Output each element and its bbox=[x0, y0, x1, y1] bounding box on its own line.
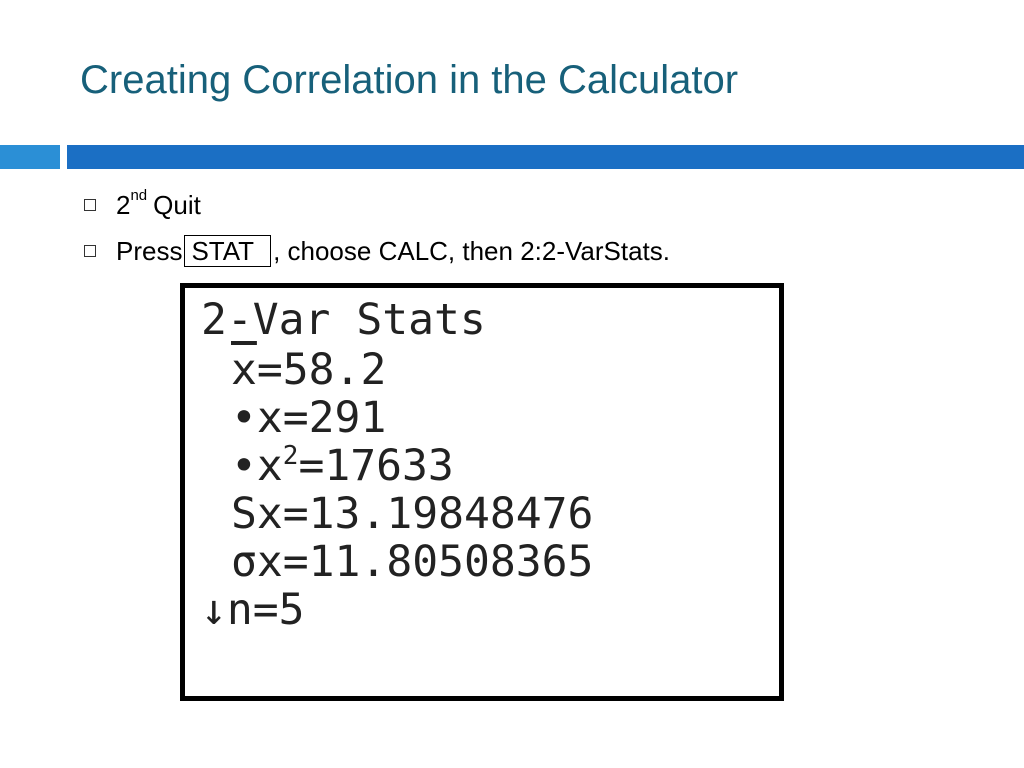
square-bullet-icon bbox=[84, 199, 96, 211]
slide-title: Creating Correlation in the Calculator bbox=[80, 58, 739, 102]
sum-x2-value: =17633 bbox=[298, 441, 454, 491]
screen-header: 2-Var Stats bbox=[201, 295, 486, 345]
square-bullet-icon bbox=[84, 245, 96, 257]
xbar-symbol: $\overline{x}$ bbox=[231, 345, 257, 395]
bullet-after-text: , choose CALC, then 2:2-VarStats. bbox=[273, 235, 671, 266]
sum-x2-prefix: •x bbox=[231, 441, 283, 491]
screen-sum-x-line: •x=291 bbox=[231, 393, 387, 443]
calculator-screen bbox=[180, 283, 784, 701]
screen-sx-line: Sx=13.19848476 bbox=[231, 489, 594, 539]
bullet-item-press-stat bbox=[84, 228, 670, 274]
bullet-press-text: Press bbox=[116, 235, 183, 266]
sum-x2-exponent: 2 bbox=[282, 441, 299, 471]
screen-mean-line bbox=[231, 346, 386, 394]
bullet-base: 2 bbox=[116, 189, 131, 220]
bullet-item-quit bbox=[84, 182, 670, 228]
stat-key-label: STAT bbox=[184, 235, 271, 267]
bullet-superscript: nd bbox=[130, 186, 148, 204]
header-band-left bbox=[0, 145, 60, 169]
screen-sum-x2-line bbox=[231, 442, 454, 496]
header-band-right bbox=[67, 145, 1024, 169]
screen-sigma-x-line: σx=11.80508365 bbox=[231, 537, 594, 587]
bullet-list bbox=[84, 182, 670, 274]
screen-n-line: ↓n=5 bbox=[201, 585, 305, 635]
mean-value: =58.2 bbox=[256, 345, 387, 395]
bullet-text: Quit bbox=[153, 189, 201, 220]
